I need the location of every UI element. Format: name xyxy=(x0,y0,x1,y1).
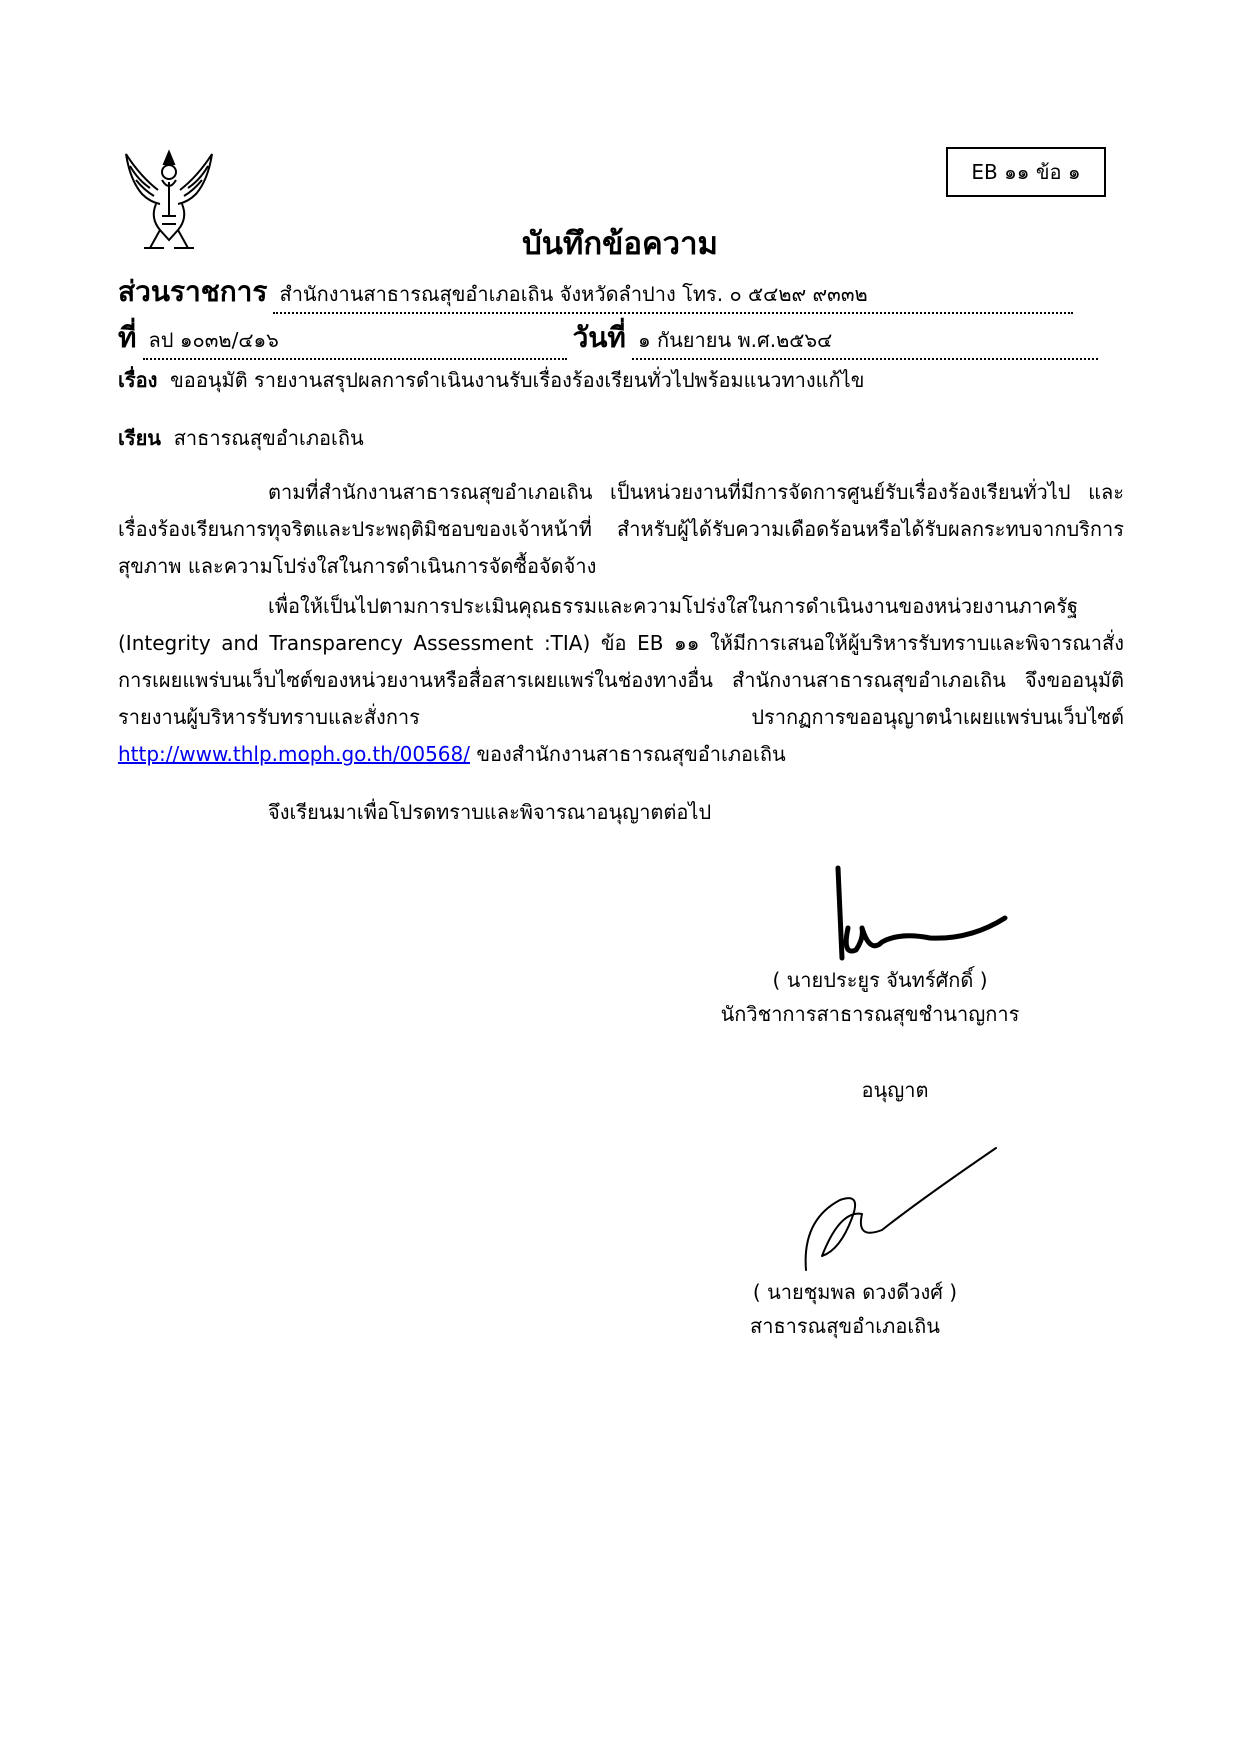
subject-label: เรื่อง xyxy=(118,368,158,392)
reference-code-box: EB ๑๑ ข้อ ๑ xyxy=(946,147,1106,197)
agency-value: สำนักงานสาธารณสุขอำเภอเถิน จังหวัดลำปาง โทร. ๐ ๕๔๒๙ ๙๓๓๒ xyxy=(273,278,1073,314)
doc-number-value: ลป ๑๐๓๒/๔๑๖ xyxy=(143,324,567,360)
salutation-value: สาธารณสุขอำเภอเถิน xyxy=(173,426,364,450)
paragraph-2-tail: ของสำนักงานสาธารณสุขอำเภอเถิน xyxy=(470,742,786,766)
signature-1-image xyxy=(820,858,1010,968)
agency-row xyxy=(118,270,1073,310)
website-link[interactable]: http://www.thlp.moph.go.th/00568/ xyxy=(118,742,470,766)
signer-1-position: นักวิชาการสาธารณสุขชำนาญการ xyxy=(720,1002,1020,1026)
salutation-line xyxy=(118,422,364,454)
subject-value: ขออนุมัติ รายงานสรุปผลการดำเนินงานรับเรื่องร้องเรียนทั่วไปพร้อมแนวทางแก้ไข xyxy=(170,368,865,392)
agency-label: ส่วนราชการ xyxy=(118,275,268,308)
body-paragraph-2 xyxy=(118,588,1124,773)
doc-number-row xyxy=(118,316,1098,356)
approval-text: อนุญาต xyxy=(861,1078,929,1102)
date-value: ๑ กันยายน พ.ศ.๒๕๖๔ xyxy=(632,324,1098,360)
body-paragraph-1 xyxy=(118,474,1124,585)
doc-number-label: ที่ xyxy=(118,321,137,354)
signature-2-image xyxy=(800,1140,1000,1280)
closing-line: จึงเรียนมาเพื่อโปรดทราบและพิจารณาอนุญาตต่อไป xyxy=(268,800,712,824)
paragraph-2-text: เพื่อให้เป็นไปตามการประเมินคุณธรรมและความโปร่งใสในการดำเนินงานของหน่วยงานภาครัฐ (Integrity and Transparency Assessment :TIA) ข้อ EB ๑๑ ให้มีการเสนอให้ผู้บริหารรับทราบและพิจารณาสั่งการเผยแพร่บนเว็บไซต์ของหน่วยงานหรือสื่อสารเผยแพร่ในช่องทางอื่น สำนักงานสาธารณสุขอำเภอเถิน จึงขออนุมัติรายงานผู้บริหารรับทราบและสั่งการ ปรากฏการขออนุญาตนำเผยแพร่บนเว็บไซต์ xyxy=(118,594,1124,729)
paragraph-1-text: ตามที่สำนักงานสาธารณสุขอำเภอเถิน เป็นหน่วยงานที่มีการจัดการศูนย์รับเรื่องร้องเรียนทั่วไป และเรื่องร้องเรียนการทุจริตและประพฤติมิชอบของเจ้าหน้าที่ สำหรับผู้ได้รับความเดือดร้อนหรือได้รับผลกระทบจากบริการสุขภาพ และความโปร่งใสในการดำเนินการจัดซื้อจัดจ้าง xyxy=(118,480,1124,578)
date-label: วันที่ xyxy=(572,321,626,354)
salutation-label: เรียน xyxy=(118,426,161,450)
signer-1-name: ( นายประยูร จันทร์ศักดิ์ ) xyxy=(772,968,988,992)
signer-2-position: สาธารณสุขอำเภอเถิน xyxy=(750,1314,940,1338)
subject-line xyxy=(118,364,864,396)
signer-2-name: ( นายชุมพล ดวงดีวงศ์ ) xyxy=(752,1280,958,1304)
page-title: บันทึกข้อความ xyxy=(522,226,718,262)
